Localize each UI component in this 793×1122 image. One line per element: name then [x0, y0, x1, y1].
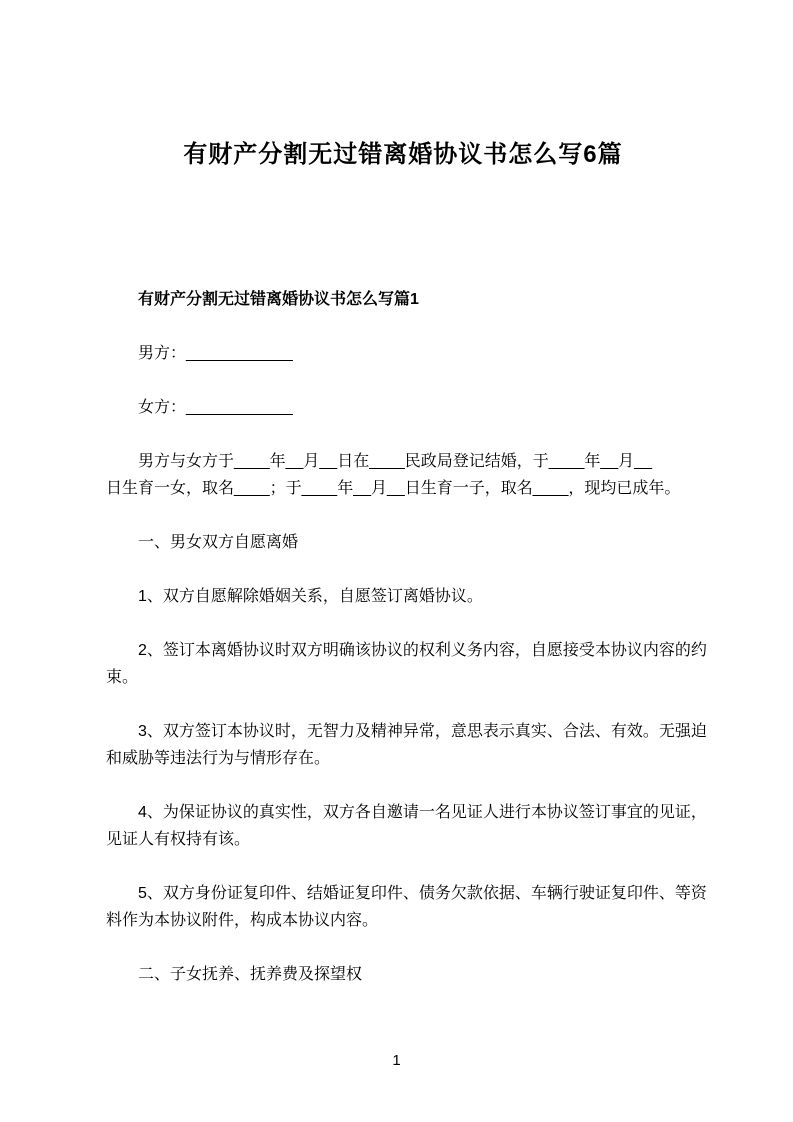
paragraph-marriage-info [106, 448, 700, 502]
paragraph-line: 2、签订本离婚协议时双方明确该协议的权利义务内容，自愿接受本协议内容的约 [138, 642, 707, 659]
paragraph-line: 1、双方自愿解除婚姻关系，自愿签订离婚协议。 [138, 588, 483, 605]
paragraph-line: 4、为保证协议的真实性，双方各自邀请一名见证人进行本协议签订事宜的见证， [138, 804, 707, 821]
paragraph-line: 日生育一女，取名____；于____年__月__日生育一子，取名____，现均已成年。 [106, 480, 681, 497]
page-number: 1 [392, 1052, 401, 1069]
paragraph-line: 女方：____________ [138, 399, 293, 416]
paragraph-husband-blank [106, 340, 700, 367]
clause-3 [106, 718, 707, 772]
paragraph-line: 和威胁等违法行为与情形存在。 [106, 750, 331, 767]
paragraph-line: 一、男女双方自愿离婚 [138, 534, 299, 551]
paragraph-line: 束。 [106, 669, 139, 686]
paragraph-line: 男方与女方于____年__月__日在____民政局登记结婚，于____年__月__ [138, 453, 652, 470]
paragraph-line: 二、子女抚养、抚养费及探望权 [138, 966, 363, 983]
clause-1 [106, 583, 700, 610]
paragraph-wife-blank [106, 394, 700, 421]
section-one-heading [106, 529, 700, 556]
paragraph-line: 3、双方签订本协议时，无智力及精神异常，意思表示真实、合法、有效。无强迫 [138, 723, 707, 740]
clause-4 [106, 799, 707, 853]
document-title: 有财产分割无过错离婚协议书怎么写6篇 [183, 141, 623, 168]
clause-5 [106, 880, 707, 934]
paragraph-line: 5、双方身份证复印件、结婚证复印件、债务欠款依据、车辆行驶证复印件、等资 [138, 885, 707, 902]
clause-2 [106, 637, 707, 691]
paragraph-line: 男方：____________ [138, 345, 293, 362]
section-two-heading [106, 961, 700, 988]
paragraph-line: 见证人有权持有该。 [106, 831, 251, 848]
section-heading: 有财产分割无过错离婚协议书怎么写篇1 [138, 291, 419, 308]
paragraph-line: 料作为本协议附件，构成本协议内容。 [106, 912, 379, 929]
